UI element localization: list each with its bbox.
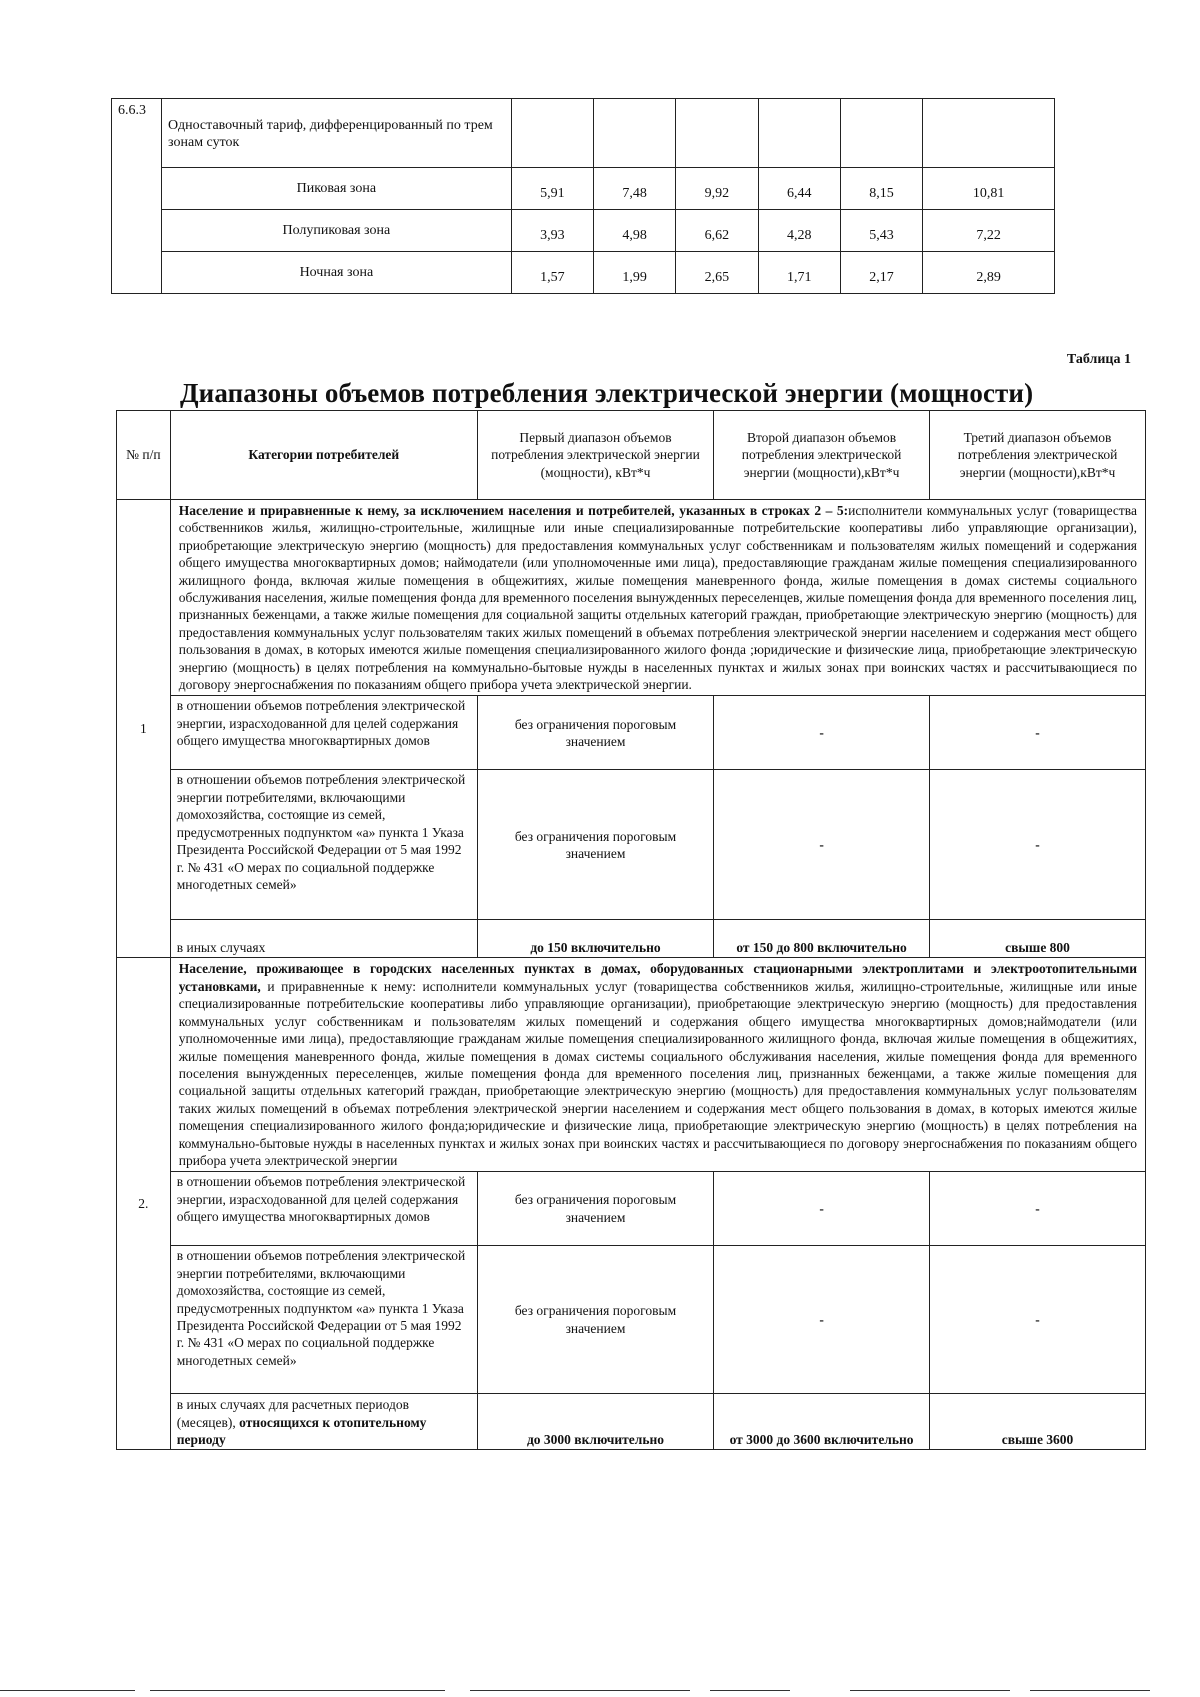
zone-value: 10,81 <box>923 168 1055 210</box>
zone-value: 7,48 <box>593 168 675 210</box>
zone-value: 1,71 <box>758 252 840 294</box>
page-title: Диапазоны объемов потребления электрической энергии (мощности) <box>180 378 1034 408</box>
zone-value: 3,93 <box>511 210 593 252</box>
range-1-cell: без ограничения пороговым значением <box>477 1172 713 1246</box>
group-description-row <box>117 500 1146 696</box>
group-number: 1 <box>117 500 171 958</box>
range-3-cell: свыше 3600 <box>930 1394 1146 1450</box>
range-2-cell: - <box>714 1172 930 1246</box>
range-1-cell: без ограничения пороговым значением <box>477 1246 713 1394</box>
table-row <box>117 696 1146 770</box>
range-1-cell: до 3000 включительно <box>477 1394 713 1450</box>
range-3-cell: - <box>930 770 1146 920</box>
range-3-cell: - <box>930 696 1146 770</box>
footer-divider <box>0 1690 1200 1692</box>
zone-row-night <box>112 252 1055 294</box>
category-cell: в иных случаях для расчетных периодов (месяцев), относящихся к отопительному периоду <box>170 1394 477 1450</box>
zone-name: Полупиковая зона <box>162 210 512 252</box>
zone-value: 2,89 <box>923 252 1055 294</box>
table-caption: Таблица 1 <box>1066 352 1131 367</box>
table-row <box>117 1394 1146 1450</box>
category-cell: в отношении объемов потребления электрической энергии потребителями, включающими домохозяйства, состоящие из семей, предусмотренных подпунктом «а» пункта 1 Указа Президента Российской Федерации от 5 мая 1992 г. № 431 «О мерах по социальной поддержке многодетных семей» <box>170 1246 477 1394</box>
range-1-cell: без ограничения пороговым значением <box>477 770 713 920</box>
zone-name: Пиковая зона <box>162 168 512 210</box>
category-cell: в отношении объемов потребления электрической энергии, израсходованной для целей содержания общего имущества многоквартирных домов <box>170 696 477 770</box>
tariff-row-label: Одноставочный тариф, дифференцированный по трем зонам суток <box>162 99 512 168</box>
range-2-cell: - <box>714 696 930 770</box>
zone-row-half-peak <box>112 210 1055 252</box>
category-cell: в отношении объемов потребления электрической энергии потребителями, включающими домохозяйства, состоящие из семей, предусмотренных подпунктом «а» пункта 1 Указа Президента Российской Федерации от 5 мая 1992 г. № 431 «О мерах по социальной поддержке многодетных семей» <box>170 770 477 920</box>
zone-value: 5,91 <box>511 168 593 210</box>
range-2-cell: - <box>714 770 930 920</box>
range-1-cell: без ограничения пороговым значением <box>477 696 713 770</box>
zone-value: 4,98 <box>593 210 675 252</box>
zone-value: 1,57 <box>511 252 593 294</box>
range-1-cell: до 150 включительно <box>477 920 713 958</box>
table-row <box>117 1172 1146 1246</box>
tariff-row-number: 6.6.3 <box>112 99 162 294</box>
range-2-cell: от 3000 до 3600 включительно <box>714 1394 930 1450</box>
zone-value: 4,28 <box>758 210 840 252</box>
zone-value: 7,22 <box>923 210 1055 252</box>
header-range-3: Третий диапазон объемов потребления электрической энергии (мощности),кВт*ч <box>930 411 1146 500</box>
range-3-cell: - <box>930 1172 1146 1246</box>
range-2-cell: - <box>714 1246 930 1394</box>
group-number: 2. <box>117 958 171 1450</box>
zone-value: 1,99 <box>593 252 675 294</box>
header-range-1: Первый диапазон объемов потребления электрической энергии (мощности), кВт*ч <box>477 411 713 500</box>
zone-value: 2,65 <box>676 252 758 294</box>
header-category: Категории потребителей <box>170 411 477 500</box>
zone-value: 9,92 <box>676 168 758 210</box>
table-row <box>117 770 1146 920</box>
category-cell: в иных случаях <box>170 920 477 958</box>
range-2-cell: от 150 до 800 включительно <box>714 920 930 958</box>
zone-row-peak <box>112 168 1055 210</box>
group-description: Население, проживающее в городских населенных пунктах в домах, оборудованных стационарными электроплитами и электроотопительными установками, и приравненные к нему: исполнители коммунальных услуг (товарищества собственников жилья, жилищно-строительные, жилищные или иные специализированные потребительские кооперативы либо управляющие организации), приобретающие электрическую энергию (мощность) для предоставления коммунальных услуг собственникам и пользователям жилых помещений и содержания общего имущества многоквартирных домов;наймодатели (или уполномоченные ими лица), предоставляющие гражданам жилые помещения специализированного жилищного фонда, включая жилые помещения в общежитиях, жилые помещения маневренного фонда, жилые помещения в домах системы социального обслуживания населения, жилые помещения фонда для временного поселения вынужденных переселенцев, жилые помещения фонда для временного поселения лиц, признанных беженцами, а также жилые помещения для социальной защиты отдельных категорий граждан, приобретающие электрическую энергию (мощность) для предоставления коммунальных услуг пользователям таких жилых помещений в объемах потребления электрической энергии населением и содержания мест общего пользования в домах, в которых имеются жилые помещения специализированного жилого фонда;юридические и физические лица, приобретающие электрическую энергию (мощность) в целях потребления на коммунально-бытовые нужды в населенных пунктах и жилых зонах при воинских частях и рассчитывающиеся по договору энергоснабжения по показаниям общего прибора учета электрической энергии <box>170 958 1145 1172</box>
group-description-row <box>117 958 1146 1172</box>
group-description: Население и приравненные к нему, за исключением населения и потребителей, указанных в строках 2 – 5:исполнители коммунальных услуг (товарищества собственников жилья, жилищно-строительные, жилищные или иные специализированные потребительские кооперативы либо управляющие организации), приобретающие электрическую энергию (мощность) для предоставления коммунальных услуг собственникам и пользователям жилых помещений и содержания общего имущества многоквартирных домов; наймодатели (или уполномоченные ими лица), предоставляющие гражданам жилые помещения специализированного жилищного фонда, включая жилые помещения в общежитиях, жилые помещения маневренного фонда, жилые помещения в домах системы социального обслуживания населения, жилые помещения фонда для временного поселения вынужденных переселенцев, жилые помещения фонда для временного поселения лиц, признанных беженцами, а также жилые помещения для социальной защиты отдельных категорий граждан, приобретающие электрическую энергию (мощность) для предоставления коммунальных услуг пользователям таких жилых помещений в объемах потребления электрической энергии населением и содержания мест общего пользования в домах, в которых имеются жилые помещения специализированного жилого фонда ;юридические и физические лица, приобретающие электрическую энергию (мощность) в целях потребления на коммунально-бытовые нужды в населенных пунктах и жилых зонах при воинских частях и рассчитывающиеся по договору энергоснабжения по показаниям общего прибора учета электрической энергии. <box>170 500 1145 696</box>
range-3-cell: - <box>930 1246 1146 1394</box>
header-num: № п/п <box>117 411 171 500</box>
zone-value: 2,17 <box>840 252 922 294</box>
category-cell: в отношении объемов потребления электрической энергии, израсходованной для целей содержания общего имущества многоквартирных домов <box>170 1172 477 1246</box>
tariff-table <box>111 98 1055 294</box>
consumption-ranges-table <box>116 410 1146 1450</box>
zone-name: Ночная зона <box>162 252 512 294</box>
zone-value: 6,44 <box>758 168 840 210</box>
zone-value: 5,43 <box>840 210 922 252</box>
table-row <box>117 1246 1146 1394</box>
table-row <box>117 920 1146 958</box>
range-3-cell: свыше 800 <box>930 920 1146 958</box>
table-header-row <box>117 411 1146 500</box>
header-range-2: Второй диапазон объемов потребления электрической энергии (мощности),кВт*ч <box>714 411 930 500</box>
zone-value: 8,15 <box>840 168 922 210</box>
zone-value: 6,62 <box>676 210 758 252</box>
